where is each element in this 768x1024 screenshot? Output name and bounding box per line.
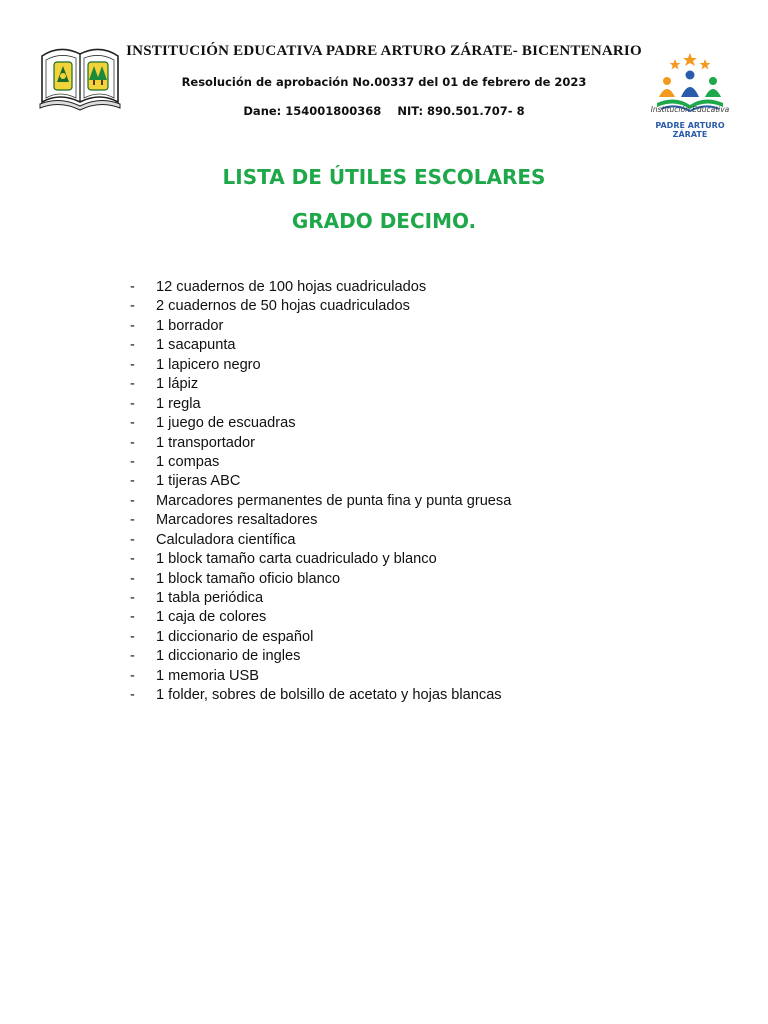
dane-code: Dane: 154001800368 (243, 104, 382, 118)
list-item-text: 1 diccionario de ingles (156, 648, 301, 665)
list-item (130, 531, 511, 550)
list-item (130, 550, 511, 569)
list-item (130, 570, 511, 589)
list-item-text: Calculadora científica (156, 531, 296, 548)
list-item (130, 667, 511, 686)
list-item (130, 434, 511, 453)
bullet-dash: - (130, 628, 135, 645)
list-item (130, 297, 511, 316)
bullet-dash: - (130, 376, 135, 393)
bullet-dash: - (130, 667, 135, 684)
list-item-text: 1 block tamaño oficio blanco (156, 570, 341, 587)
bullet-dash: - (130, 492, 135, 509)
grade-title: GRADO DECIMO. (291, 209, 477, 233)
bullet-dash: - (130, 609, 135, 626)
bullet-dash: - (130, 395, 135, 412)
supply-list (130, 278, 511, 706)
bullet-dash: - (130, 434, 135, 451)
list-item-text: 1 diccionario de español (156, 628, 314, 645)
list-item (130, 395, 511, 414)
institution-name: INSTITUCIÓN EDUCATIVA PADRE ARTURO ZÁRATE- BICENTENARIO (126, 43, 642, 59)
list-item-text: 1 compas (156, 453, 220, 470)
bullet-dash: - (130, 317, 135, 334)
list-item (130, 336, 511, 355)
nit-code: NIT: 890.501.707- 8 (397, 104, 525, 118)
bullet-dash: - (130, 531, 135, 548)
list-item (130, 278, 511, 297)
list-item-text: 2 cuadernos de 50 hojas cuadriculados (156, 298, 410, 315)
bullet-dash: - (130, 570, 135, 587)
bullet-dash: - (130, 512, 135, 529)
list-item (130, 492, 511, 511)
bullet-dash: - (130, 415, 135, 432)
list-item (130, 375, 511, 394)
list-item-text: 1 sacapunta (156, 337, 236, 354)
list-item-text: 1 lapicero negro (156, 356, 261, 373)
list-item (130, 356, 511, 375)
list-item-text: 1 transportador (156, 434, 255, 451)
list-item (130, 414, 511, 433)
bullet-dash: - (130, 648, 135, 665)
bullet-dash: - (130, 551, 135, 568)
list-item-text: 1 memoria USB (156, 667, 259, 684)
list-item-text: 1 lápiz (156, 376, 199, 393)
list-item (130, 511, 511, 530)
list-item (130, 589, 511, 608)
bullet-dash: - (130, 356, 135, 373)
list-item-text: 1 folder, sobres de bolsillo de acetato y hojas blancas (156, 687, 502, 704)
list-item-text: Marcadores permanentes de punta fina y punta gruesa (156, 492, 512, 509)
list-item-text: Marcadores resaltadores (156, 512, 318, 529)
bullet-dash: - (130, 687, 135, 704)
list-item (130, 628, 511, 647)
list-item (130, 453, 511, 472)
logo-caption-name: PADRE ARTURO ZÁRATE (655, 121, 725, 139)
list-item (130, 317, 511, 336)
bullet-dash: - (130, 473, 135, 490)
list-item (130, 647, 511, 666)
list-item-text: 1 borrador (156, 317, 224, 334)
bullet-dash: - (130, 298, 135, 315)
list-item-text: 1 block tamaño carta cuadriculado y blanco (156, 551, 437, 568)
resolution-line: Resolución de aprobación No.00337 del 01 de febrero de 2023 (181, 75, 587, 89)
list-title: LISTA DE ÚTILES ESCOLARES (222, 165, 546, 189)
list-item (130, 472, 511, 491)
bullet-dash: - (130, 590, 135, 606)
bullet-dash: - (130, 279, 135, 295)
list-item-text: 1 tijeras ABC (156, 473, 241, 490)
list-item-text: 1 caja de colores (156, 609, 267, 626)
list-item-text: 1 juego de escuadras (156, 415, 296, 432)
bullet-dash: - (130, 453, 135, 470)
list-item (130, 608, 511, 627)
list-item-text: 1 regla (156, 395, 201, 412)
bullet-dash: - (130, 337, 135, 354)
list-item-text: 12 cuadernos de 100 hojas cuadriculados (156, 279, 427, 295)
list-item (130, 686, 511, 705)
logo-caption-institution: Institución Educativa (650, 105, 730, 114)
list-item-text: 1 tabla periódica (156, 590, 264, 606)
